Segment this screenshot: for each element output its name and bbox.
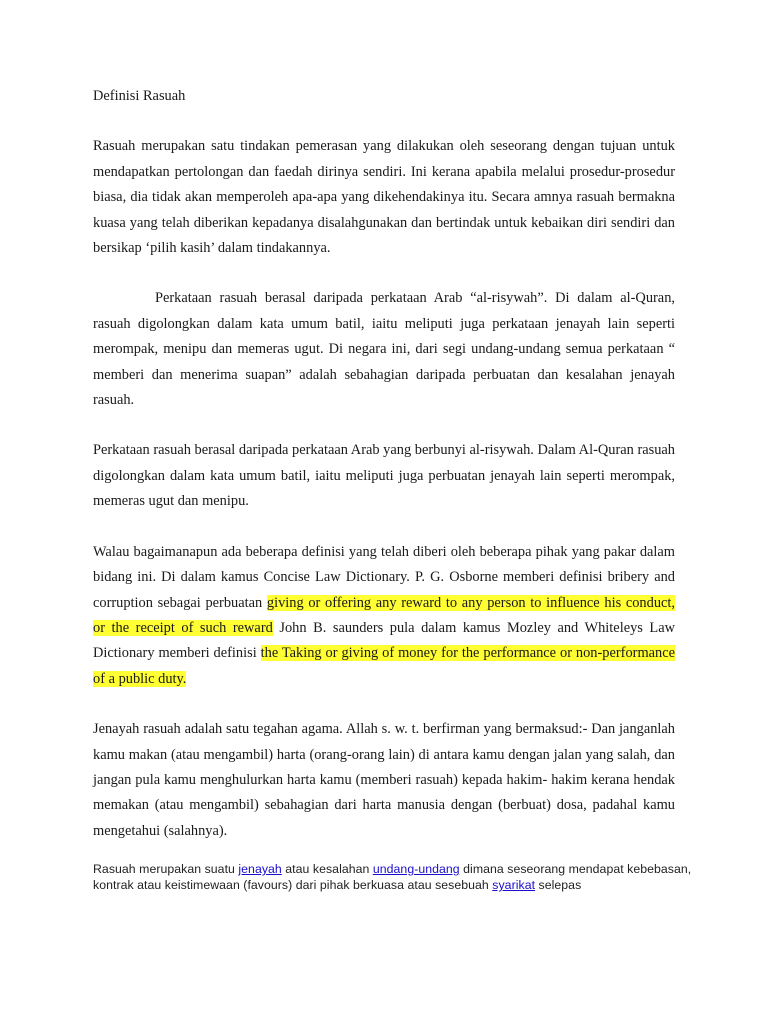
paragraph-4 — [93, 540, 675, 692]
web-text-3: dimana seseorang mendapat kebebasan, kontrak atau keistimewaan (favours) dari pihak berkuasa atau sesebuah — [93, 862, 692, 892]
web-snippet — [93, 861, 693, 893]
paragraph-4-text-1: Walau bagaimanapun ada beberapa definisi yang telah diberi oleh beberapa pihak yang pakar dalam bidang ini. Di dalam kamus Concise Law Dictionary. P. G. Osborne memberi definisi bribery and corruption sebagai perbuatan — [93, 543, 675, 611]
web-text-2: atau kesalahan — [281, 862, 373, 876]
highlighted-definition-2: the Taking or giving of money for the performance or non-performance of a public duty. — [93, 645, 675, 687]
web-text-4: selepas — [535, 878, 582, 892]
paragraph-1: Rasuah merupakan satu tindakan pemerasan yang dilakukan oleh seseorang dengan tujuan untuk mendapatkan pertolongan dan faedah dirinya sendiri. Ini kerana apabila melalui prosedur-prosedur biasa, dia tidak akan memperoleh apa-apa yang dikehendakinya itu. Secara amnya rasuah bermakna kuasa yang telah diberikan kepadanya disalahgunakan dan bertindak untuk kebaikan diri sendiri dan bersikap ‘pilih kasih’ dalam tindakannya. — [93, 138, 675, 257]
paragraph-3: Perkataan rasuah berasal daripada perkataan Arab yang berbunyi al-risywah. Dalam Al-Quran rasuah digolongkan dalam kata umum batil, iaitu meliputi juga perbuatan jenayah lain seperti merompak, memeras ugut dan menipu. — [93, 442, 675, 510]
web-text-1: Rasuah merupakan suatu — [93, 862, 239, 876]
document-body — [93, 84, 675, 844]
link-jenayah[interactable]: jenayah — [238, 862, 282, 876]
paragraph-4-text-2: John B. saunders pula dalam kamus Mozley and Whiteleys Law Dictionary memberi definisi — [93, 619, 675, 662]
document-title: Definisi Rasuah — [93, 88, 186, 104]
link-syarikat[interactable]: syarikat — [492, 878, 536, 892]
highlighted-definition-1: giving or offering any reward to any person to influence his conduct, or the receipt of such reward — [93, 594, 675, 636]
link-undang-undang[interactable]: undang-undang — [372, 862, 460, 876]
paragraph-5: Jenayah rasuah adalah satu tegahan agama. Allah s. w. t. berfirman yang bermaksud:- Dan janganlah kamu makan (atau mengambil) harta (orang-orang lain) di antara kamu dengan jalan yang salah, dan jangan pula kamu menghulurkan harta kamu (memberi rasuah) kepada hakim- hakim kerana hendak memakan (atau mengambil) sebahagian dari harta manusia dengan (berbuat) dosa, padahal kamu mengetahui (salahnya). — [93, 721, 675, 839]
paragraph-2: Perkataan rasuah berasal daripada perkataan Arab “al-risywah”. Di dalam al-Quran, rasuah digolongkan dalam kata umum batil, iaitu meliputi juga perkataan jenayah lain seperti merompak, menipu dan memeras ugut. Di negara ini, dari segi undang-undang semua perkataan “ memberi dan menerima suapan” adalah sebahagian daripada perbuatan dan kesalahan jenayah rasuah. — [93, 290, 675, 409]
